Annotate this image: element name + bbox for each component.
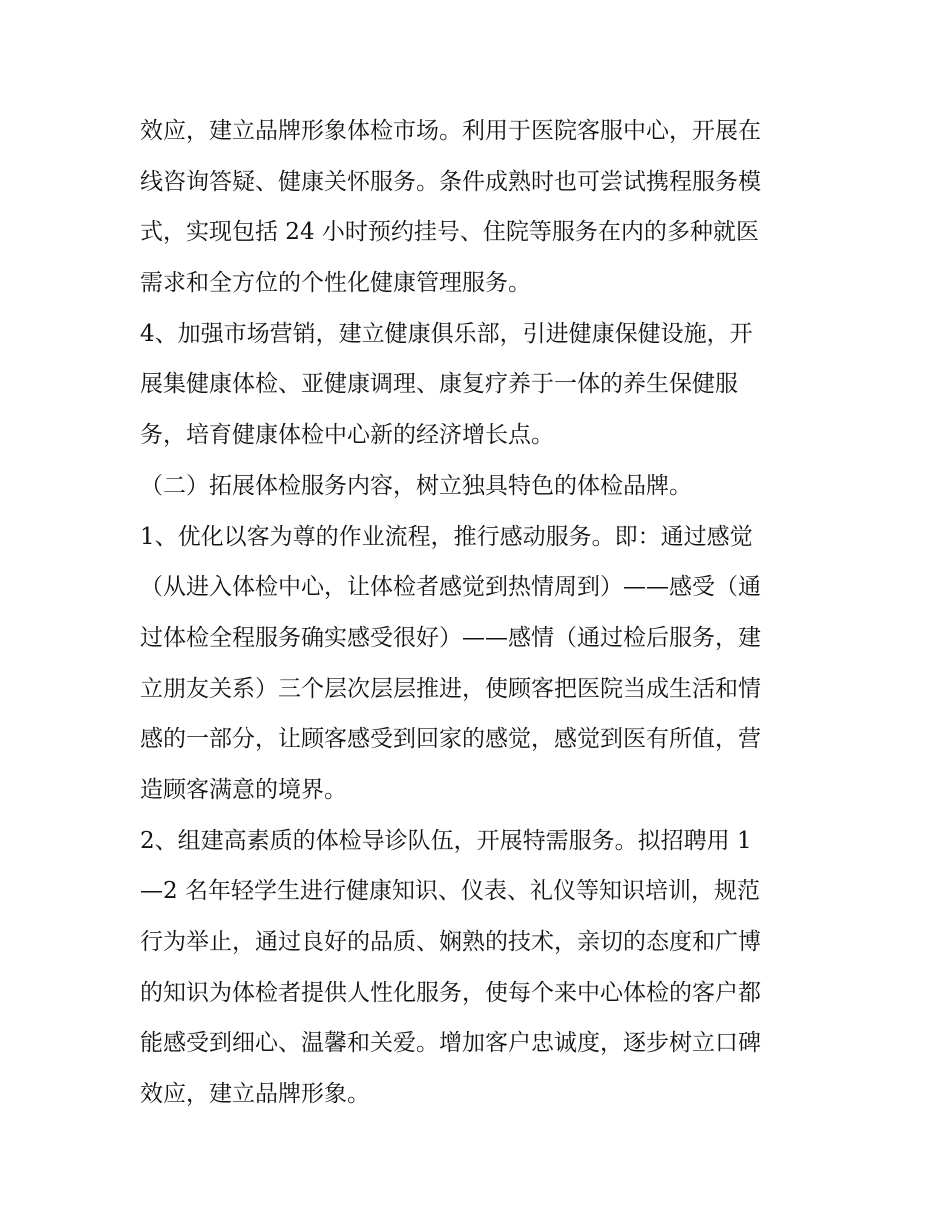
text-line: 2、组建高素质的体检导诊队伍，开展特需服务。拟招聘用 1 [140, 827, 752, 854]
text-line: 感的一部分，让顾客感受到回家的感觉，感觉到医有所值，营 [140, 726, 761, 753]
text-line: 立朋友关系）三个层次层层推进，使顾客把医院当成生活和情 [140, 675, 761, 702]
text-line: 行为举止，通过良好的品质、娴熟的技术，亲切的态度和广博 [140, 929, 761, 955]
text-line: 造顾客满意的境界。 [140, 776, 347, 803]
text-line: 能感受到细心、温馨和关爱。增加客户忠诚度，逐步树立口碑 [140, 1030, 761, 1057]
body-text [140, 106, 820, 1120]
text-line: 的知识为体检者提供人性化服务，使每个来中心体检的客户都 [140, 979, 761, 1006]
text-line: 式，实现包括 24 小时预约挂号、住院等服务在内的多种就医 [140, 219, 759, 246]
text-line: 务，培育健康体检中心新的经济增长点。 [140, 422, 554, 449]
text-line: 需求和全方位的个性化健康管理服务。 [140, 270, 531, 297]
section-heading: （二）拓展体检服务内容，树立独具特色的体检品牌。 [140, 472, 692, 499]
text-line: 效应，建立品牌形象体检市场。利用于医院客服中心，开展在 [140, 118, 761, 144]
text-line: —2 名年轻学生进行健康知识、仪表、礼仪等知识培训，规范 [140, 878, 760, 905]
text-line: 展集健康体检、亚健康调理、康复疗养于一体的养生保健服 [140, 371, 738, 398]
text-line: 效应，建立品牌形象。 [140, 1081, 370, 1108]
text-line: 4、加强市场营销，建立健康俱乐部，引进健康保健设施，开 [140, 320, 753, 347]
text-line: 线咨询答疑、健康关怀服务。条件成熟时也可尝试携程服务模 [140, 168, 761, 195]
text-line: 过体检全程服务确实感受很好）——感情（通过检后服务，建 [140, 624, 761, 651]
text-line: 1、优化以客为尊的作业流程，推行感动服务。即：通过感觉 [140, 523, 753, 550]
text-line: （从进入体检中心，让体检者感觉到热情周到）——感受（通 [140, 574, 761, 601]
